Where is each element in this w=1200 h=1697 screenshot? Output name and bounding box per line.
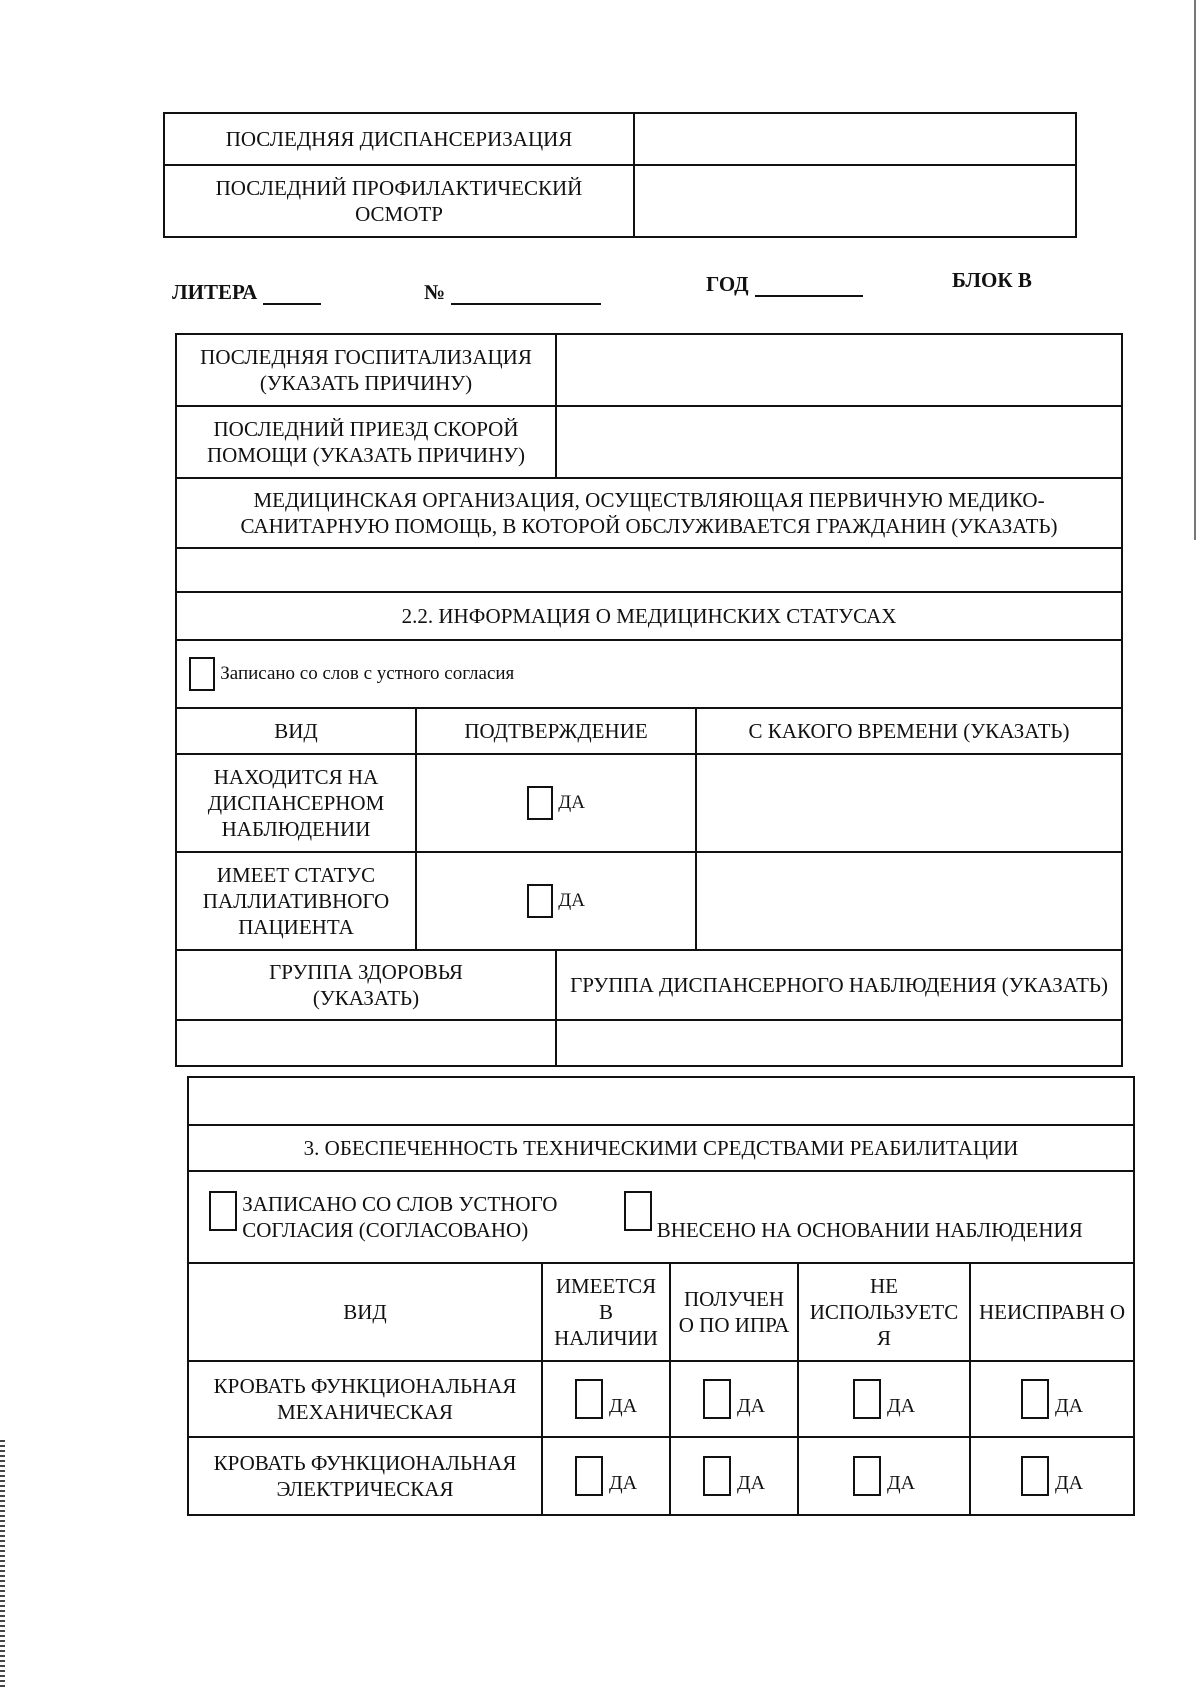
medical-status-heading: 2.2. ИНФОРМАЦИЯ О МЕДИЦИНСКИХ СТАТУСАХ xyxy=(176,592,1122,640)
rehab-observation-checkbox[interactable] xyxy=(624,1191,652,1231)
bed-elec-not-used-cell xyxy=(798,1437,970,1515)
med-org-label: МЕДИЦИНСКАЯ ОРГАНИЗАЦИЯ, ОСУЩЕСТВЛЯЮЩАЯ ПЕРВИЧНУЮ МЕДИКО-САНИТАРНУЮ ПОМОЩЬ, В КОТОРОЙ ОБСЛУЖИВАЕТСЯ ГРАЖДАНИН (УКАЗАТЬ) xyxy=(176,478,1122,548)
yes-label: ДА xyxy=(1054,1472,1084,1494)
col-confirm-header: ПОДТВЕРЖДЕНИЕ xyxy=(416,708,696,754)
litera-label: ЛИТЕРА xyxy=(172,280,258,304)
rehab-col-ipra: ПОЛУЧЕН О ПО ИПРА xyxy=(670,1263,798,1361)
palliative-yes-label: ДА xyxy=(558,889,585,911)
year-label: ГОД xyxy=(706,272,749,296)
last-ambulance-label: ПОСЛЕДНИЙ ПРИЕЗД СКОРОЙ ПОМОЩИ (УКАЗАТЬ ПРИЧИНУ) xyxy=(176,406,556,478)
bed-mech-faulty-checkbox[interactable] xyxy=(1021,1379,1049,1419)
disp-group-label: ГРУППА ДИСПАНСЕРНОГО НАБЛЮДЕНИЯ (УКАЗАТЬ) xyxy=(556,950,1122,1020)
yes-label: ДА xyxy=(608,1395,638,1417)
bed-mech-available-cell xyxy=(542,1361,670,1437)
yes-label: ДА xyxy=(886,1472,916,1494)
bed-electric-label: КРОВАТЬ ФУНКЦИОНАЛЬНАЯ ЭЛЕКТРИЧЕСКАЯ xyxy=(188,1437,542,1515)
yes-label: ДА xyxy=(1054,1395,1084,1417)
rehab-heading: 3. ОБЕСПЕЧЕННОСТЬ ТЕХНИЧЕСКИМИ СРЕДСТВАМИ РЕАБИЛИТАЦИИ xyxy=(188,1125,1134,1171)
rehab-consent-row xyxy=(188,1171,1134,1263)
palliative-status-label: ИМЕЕТ СТАТУС ПАЛЛИАТИВНОГО ПАЦИЕНТА xyxy=(176,852,416,950)
yes-label: ДА xyxy=(608,1472,638,1494)
bed-mech-not-used-cell xyxy=(798,1361,970,1437)
rehab-oral-consent-checkbox[interactable] xyxy=(209,1191,237,1231)
bed-mech-faulty-cell xyxy=(970,1361,1134,1437)
last-checkup-field[interactable] xyxy=(634,165,1076,237)
filler-row xyxy=(188,1077,1134,1125)
rehab-col-faulty: НЕИСПРАВН О xyxy=(970,1263,1134,1361)
rehab-oral-consent-label: ЗАПИСАНО СО СЛОВ УСТНОГО СОГЛАСИЯ (СОГЛАСОВАНО) xyxy=(242,1192,558,1242)
litera-group xyxy=(172,280,321,305)
palliative-yes-checkbox[interactable] xyxy=(527,884,553,918)
bed-elec-available-cell xyxy=(542,1437,670,1515)
dispensary-yes-label: ДА xyxy=(558,791,585,813)
number-label: № xyxy=(424,280,446,304)
rehab-col-available: ИМЕЕТСЯ В НАЛИЧИИ xyxy=(542,1263,670,1361)
health-group-field[interactable] xyxy=(176,1020,556,1066)
health-group-label: ГРУППА ЗДОРОВЬЯ (УКАЗАТЬ) xyxy=(176,950,556,1020)
last-hospitalization-label: ПОСЛЕДНЯЯ ГОСПИТАЛИЗАЦИЯ (УКАЗАТЬ ПРИЧИНУ) xyxy=(176,334,556,406)
col-since-header: С КАКОГО ВРЕМЕНИ (УКАЗАТЬ) xyxy=(696,708,1122,754)
scan-edge-mark xyxy=(0,1440,5,1690)
bed-elec-faulty-cell xyxy=(970,1437,1134,1515)
med-org-field[interactable] xyxy=(176,548,1122,592)
bed-elec-ipra-checkbox[interactable] xyxy=(703,1456,731,1496)
col-kind-header: ВИД xyxy=(176,708,416,754)
bed-mech-ipra-cell xyxy=(670,1361,798,1437)
bed-mech-ipra-checkbox[interactable] xyxy=(703,1379,731,1419)
bed-elec-ipra-cell xyxy=(670,1437,798,1515)
number-group xyxy=(424,280,601,305)
year-group xyxy=(706,272,863,297)
bed-elec-available-checkbox[interactable] xyxy=(575,1456,603,1496)
last-ambulance-field[interactable] xyxy=(556,406,1122,478)
year-field[interactable] xyxy=(755,275,863,297)
rehab-col-not-used: НЕ ИСПОЛЬЗУЕТС Я xyxy=(798,1263,970,1361)
oral-consent-row xyxy=(176,640,1122,708)
palliative-since-field[interactable] xyxy=(696,852,1122,950)
bed-elec-not-used-checkbox[interactable] xyxy=(853,1456,881,1496)
yes-label: ДА xyxy=(886,1395,916,1417)
dispensary-confirm-cell xyxy=(416,754,696,852)
last-dispensarization-field[interactable] xyxy=(634,113,1076,165)
yes-label: ДА xyxy=(736,1472,766,1494)
oral-consent-checkbox[interactable] xyxy=(189,657,215,691)
checkup-table xyxy=(163,112,1077,238)
dispensary-observation-label: НАХОДИТСЯ НА ДИСПАНСЕРНОМ НАБЛЮДЕНИИ xyxy=(176,754,416,852)
oral-consent-label: Записано со слов с устного согласия xyxy=(220,662,515,684)
bed-mech-available-checkbox[interactable] xyxy=(575,1379,603,1419)
bed-mech-not-used-checkbox[interactable] xyxy=(853,1379,881,1419)
bed-elec-faulty-checkbox[interactable] xyxy=(1021,1456,1049,1496)
palliative-confirm-cell xyxy=(416,852,696,950)
rehab-col-kind: ВИД xyxy=(188,1263,542,1361)
yes-label: ДА xyxy=(736,1395,766,1417)
last-hospitalization-field[interactable] xyxy=(556,334,1122,406)
litera-field[interactable] xyxy=(263,283,321,305)
block-label: БЛОК В xyxy=(952,268,1032,292)
rehab-observation-label: ВНЕСЕНО НА ОСНОВАНИИ НАБЛЮДЕНИЯ xyxy=(656,1218,1083,1242)
scan-edge-line xyxy=(1194,0,1196,540)
last-checkup-label: ПОСЛЕДНИЙ ПРОФИЛАКТИЧЕСКИЙ ОСМОТР xyxy=(164,165,634,237)
medical-info-table xyxy=(175,333,1123,1067)
number-field[interactable] xyxy=(451,283,601,305)
bed-mechanical-label: КРОВАТЬ ФУНКЦИОНАЛЬНАЯ МЕХАНИЧЕСКАЯ xyxy=(188,1361,542,1437)
dispensary-since-field[interactable] xyxy=(696,754,1122,852)
dispensary-yes-checkbox[interactable] xyxy=(527,786,553,820)
rehab-means-table xyxy=(187,1076,1135,1516)
disp-group-field[interactable] xyxy=(556,1020,1122,1066)
last-dispensarization-label: ПОСЛЕДНЯЯ ДИСПАНСЕРИЗАЦИЯ xyxy=(164,113,634,165)
